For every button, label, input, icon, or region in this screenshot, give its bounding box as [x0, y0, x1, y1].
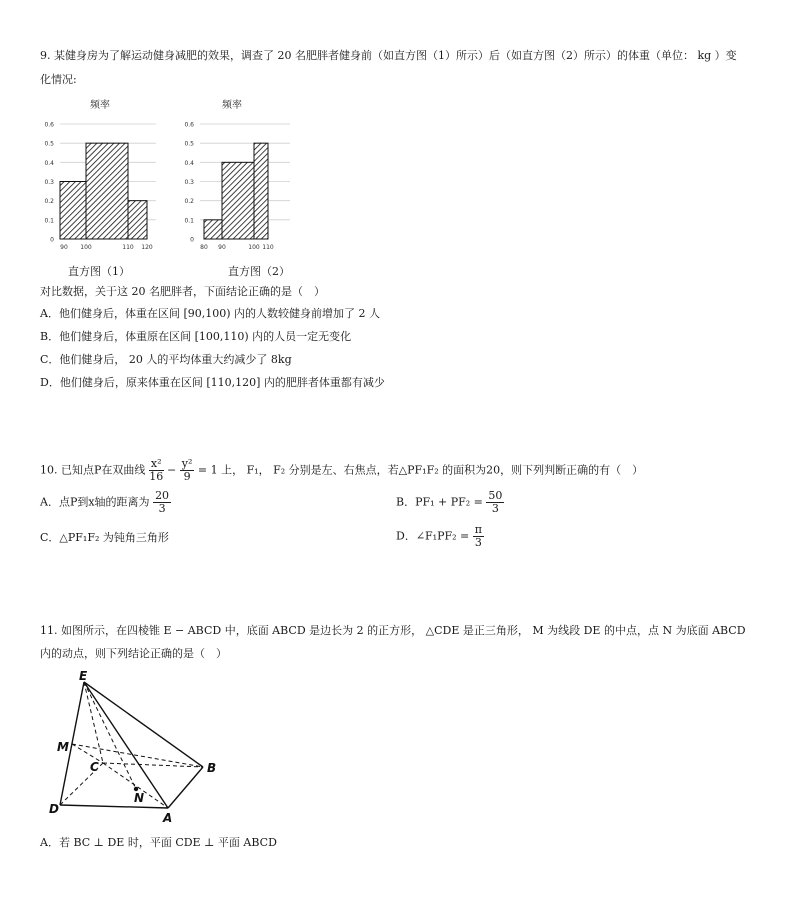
chart1-caption: 直方图（1） — [68, 265, 130, 278]
x-tick-label: 110 — [122, 244, 134, 251]
label-B: B — [207, 761, 217, 775]
label-C: C — [90, 760, 99, 774]
q9-option-b: B．他们健身后，体重原在区间 [100,110) 内的人员一定无变化 — [40, 330, 352, 343]
y-tick-label: 0.3 — [184, 179, 194, 186]
y-tick-label: 0.2 — [184, 198, 194, 206]
q10-stem — [40, 458, 643, 483]
edge-DA — [60, 805, 168, 808]
label-M: M — [57, 740, 69, 754]
y-tick-label: 0.1 — [184, 217, 194, 225]
q10-stem-post: 上， F₁， F₂ 分别是左、右焦点，若△PF₁F₂ 的面积为20，则下列判断正确的有（ ） — [221, 463, 644, 477]
edge-EB — [84, 682, 203, 767]
q9-option-c: C．他们健身后， 20 人的平均体重大约减少了 8kg — [40, 353, 292, 366]
q9-stem-line2: 化情况: — [40, 73, 77, 86]
y-tick-label: 0.6 — [184, 121, 194, 129]
y-tick-label: 0 — [50, 236, 54, 244]
label-E: E — [79, 669, 88, 683]
y-tick-label: 0.6 — [44, 121, 54, 129]
y-tick-label: 0.5 — [184, 140, 194, 148]
edge-CB — [103, 763, 203, 767]
q10-option-b: B．PF₁ + PF₂ = $\frac{50}{3}$ — [396, 489, 503, 515]
edge-EA — [84, 682, 168, 808]
histogram-2 — [184, 98, 290, 251]
histogram-bar — [86, 143, 128, 239]
y-tick-label: 0 — [190, 236, 194, 244]
q10-option-d: D．∠F₁PF₂ = $\frac{\pi}{3}$ — [396, 523, 482, 549]
label-N: N — [134, 791, 145, 805]
q11-option-a: A．若 BC ⊥ DE 时，平面 CDE ⊥ 平面 ABCD — [40, 836, 277, 849]
histogram-bar — [222, 162, 254, 239]
y-tick-label: 0.5 — [44, 140, 54, 148]
histogram-bar — [254, 143, 268, 239]
q11-stem-line2: 内的动点，则下列结论正确的是（ ） — [40, 647, 227, 660]
label-A: A — [163, 811, 173, 825]
y-tick-label: 0.4 — [184, 159, 194, 167]
hyperbola-x-term: $\frac{\text{x²}}{16}$ — [149, 457, 164, 483]
pyramid-figure — [40, 668, 240, 828]
histogram-bar — [204, 220, 222, 239]
x-tick-label: 90 — [218, 244, 226, 251]
q11-stem-line1: 11. 如图所示，在四棱锥 E − ABCD 中，底面 ABCD 是边长为 2 的正方形， △CDE 是正三角形， M 为线段 DE 的中点，点 N 为底面 ABCD — [40, 624, 746, 637]
chart2-caption: 直方图（2） — [228, 265, 290, 278]
x-tick-label: 80 — [200, 244, 208, 251]
hyperbola-y-term: $\frac{\text{y²}}{9}$ — [181, 457, 193, 483]
edge-AB — [168, 767, 203, 808]
q10-option-a: A．点P到x轴的距离为 $\frac{20}{3}$ — [40, 489, 170, 515]
q9-question: 对比数据，关于这 20 名肥胖者，下面结论正确的是（ ） — [40, 285, 325, 298]
label-D: D — [49, 802, 59, 816]
histogram-bar — [128, 201, 147, 239]
y-tick-label: 0.3 — [44, 179, 54, 186]
x-tick-label: 100 — [248, 244, 260, 251]
hyperbola-equals: = 1 — [197, 463, 218, 477]
chart-title: 频率 — [222, 100, 242, 111]
x-tick-label: 120 — [141, 244, 153, 251]
q10-option-c: C．△PF₁F₂ 为钝角三角形 — [40, 531, 169, 544]
q10-stem-pre: 10. 已知点P在双曲线 — [40, 463, 146, 477]
histogram-1 — [44, 98, 156, 251]
q9-option-d: D．他们健身后，原来体重在区间 [110,120] 内的肥胖者体重都有减少 — [40, 376, 385, 389]
x-tick-label: 90 — [60, 244, 68, 251]
q9-stem-line1: 9. 某健身房为了解运动健身减肥的效果，调查了 20 名肥胖者健身前（如直方图（1）所示）后（如直方图（2）所示）的体重（单位： kg ）变 — [40, 49, 737, 62]
hyperbola-minus: − — [167, 463, 177, 477]
x-tick-label: 110 — [262, 244, 274, 251]
y-tick-label: 0.2 — [44, 198, 54, 206]
q9-histograms — [40, 92, 300, 252]
histogram-bar — [60, 182, 86, 240]
y-tick-label: 0.1 — [44, 217, 54, 225]
q9-option-a: A．他们健身后，体重在区间 [90,100) 内的人数较健身前增加了 2 人 — [40, 307, 380, 320]
y-tick-label: 0.4 — [44, 159, 54, 167]
chart-title: 频率 — [90, 100, 110, 111]
x-tick-label: 100 — [80, 244, 92, 251]
